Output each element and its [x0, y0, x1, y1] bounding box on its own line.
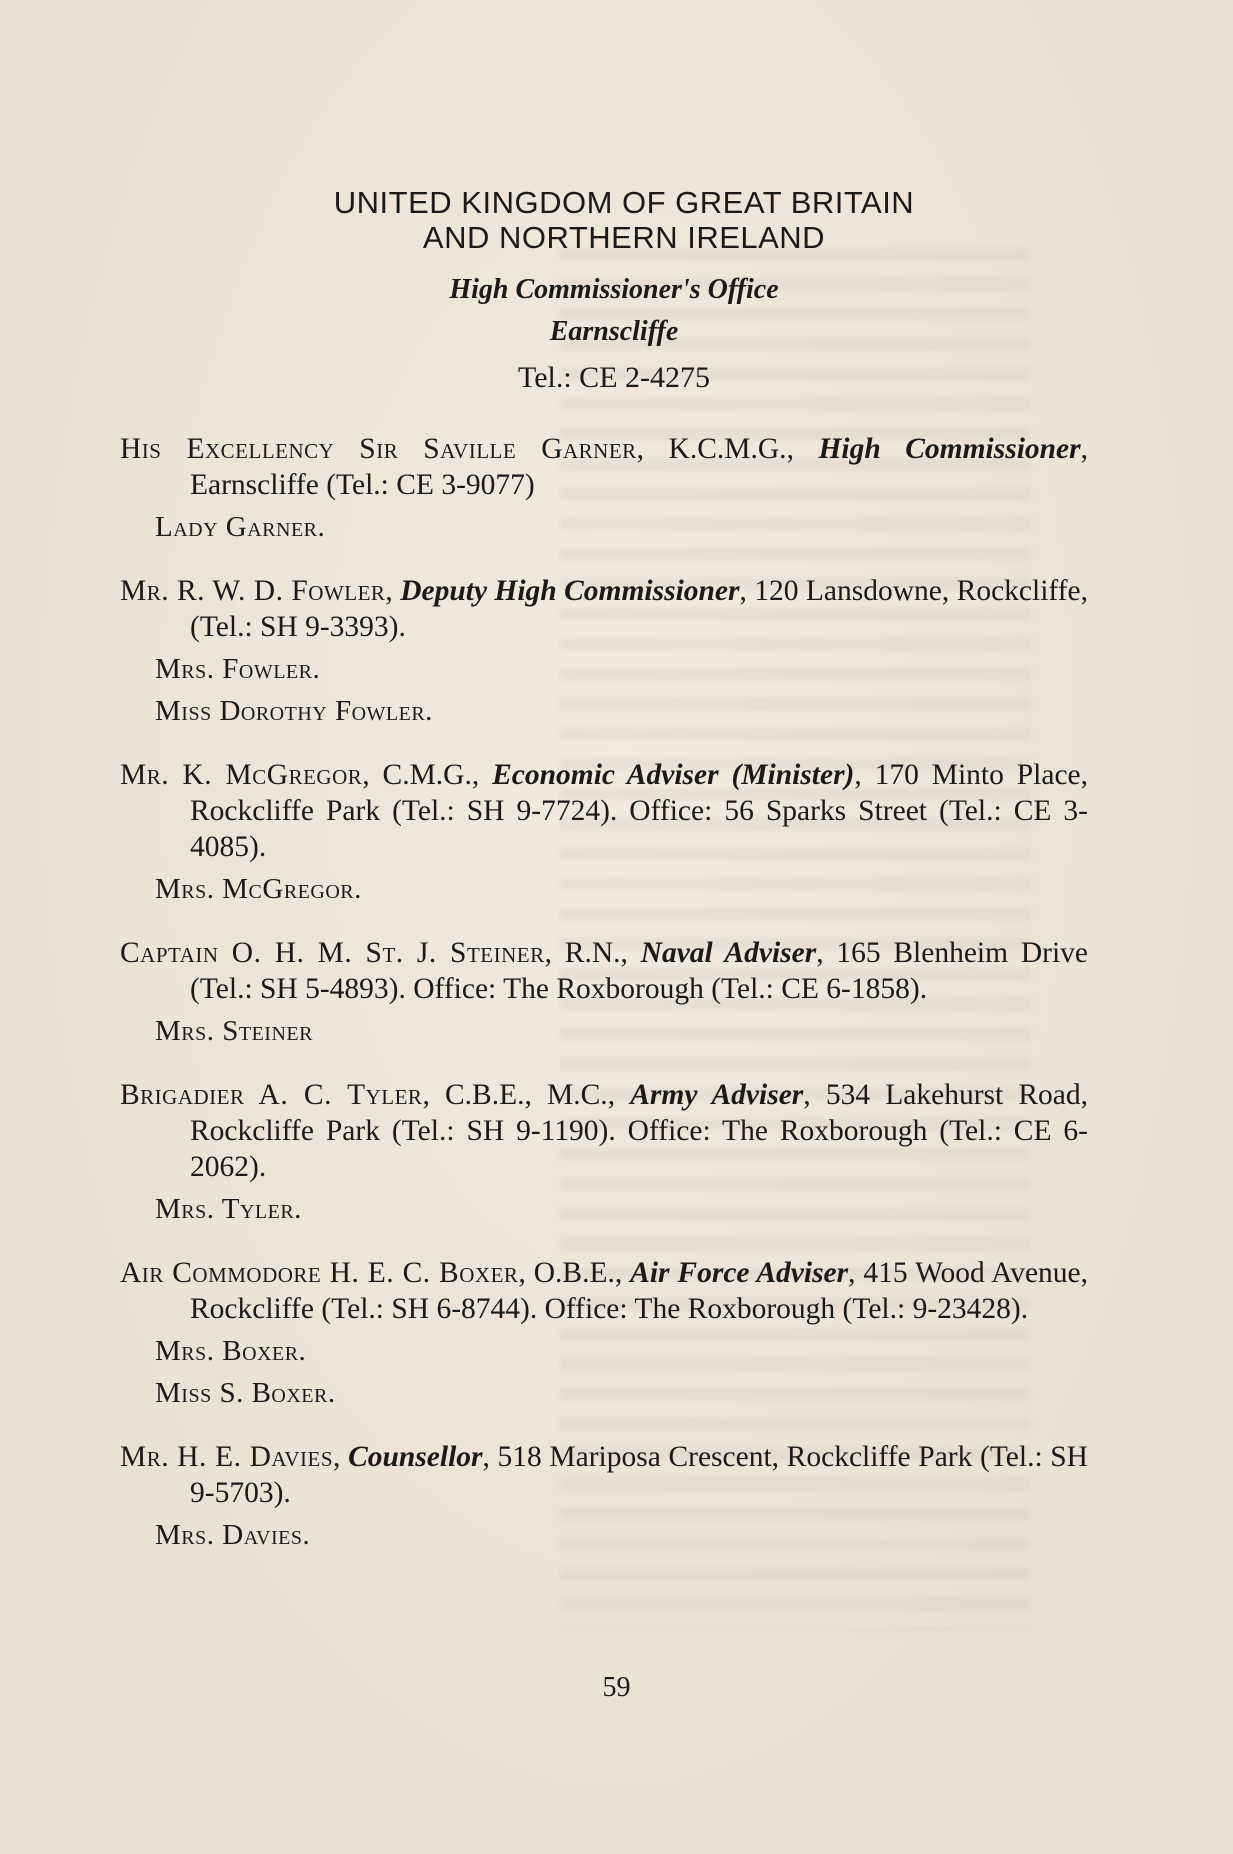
- entry-honours: C.B.E., M.C.: [444, 1079, 608, 1111]
- entry-details: , 518 Mariposa Crescent, Rockcliffe Park (Tel.: SH 9-5703).: [190, 1441, 1088, 1509]
- entry-role: Economic Adviser (Minister): [492, 759, 855, 791]
- directory-entry: [120, 573, 1088, 729]
- entry-details: , 170 Minto Place, Rockcliffe Park (Tel.: SH 9-7724). Office: 56 Sparks Street (Tel.: CE 3-4085).: [190, 759, 1089, 863]
- entry-family-member: Miss S. Boxer.: [155, 1377, 336, 1409]
- page-number: 59: [602, 1672, 631, 1703]
- entry-details: , Earnscliffe (Tel.: CE 3-9077): [190, 433, 1089, 501]
- entry-separator: ,: [422, 1079, 445, 1111]
- entry-honours: R.N.: [564, 937, 621, 969]
- entry-name: Mr. K. McGregor: [120, 759, 363, 791]
- directory-entry: [120, 1255, 1088, 1411]
- entry-role: Air Force Adviser: [630, 1257, 849, 1289]
- entry-honours: C.M.G.: [382, 759, 472, 791]
- entry-name: Air Commodore H. E. C. Boxer: [120, 1257, 519, 1289]
- entry-separator: ,: [544, 937, 565, 969]
- entry-main-line: [120, 757, 1088, 865]
- entry-separator: ,: [636, 433, 669, 465]
- entry-main-line: [120, 1439, 1088, 1511]
- entry-role: Naval Adviser: [640, 937, 817, 969]
- entry-separator: ,: [607, 1079, 631, 1111]
- entry-details: , 120 Lansdowne, Rockcliffe, (Tel.: SH 9-3393).: [190, 575, 1089, 643]
- entry-role: Deputy High Commissioner: [400, 575, 740, 607]
- entry-separator: ,: [471, 759, 493, 791]
- entry-details: , 415 Wood Avenue, Rockcliffe (Tel.: SH 6-8744). Office: The Roxborough (Tel.: 9-23428).: [190, 1257, 1089, 1325]
- directory-entry: [120, 935, 1088, 1049]
- entry-name: Captain O. H. M. St. J. Steiner: [120, 937, 545, 969]
- directory-entry: [120, 757, 1088, 907]
- entry-family-member: Lady Garner.: [155, 511, 326, 543]
- entry-separator: ,: [333, 1441, 349, 1473]
- entry-separator: ,: [620, 937, 641, 969]
- entry-role: Counsellor: [348, 1441, 483, 1473]
- entry-family-member: Mrs. Fowler.: [155, 653, 321, 685]
- country-heading-line-2: AND NORTHERN IRELAND: [422, 220, 826, 255]
- entry-main-line: [120, 573, 1088, 645]
- entry-separator: ,: [385, 575, 401, 607]
- entry-honours: K.C.M.G.: [668, 433, 787, 465]
- entry-details: , 165 Blenheim Drive (Tel.: SH 5-4893). Office: The Roxborough (Tel.: CE 6-1858).: [190, 937, 1089, 1005]
- entry-name: Mr. R. W. D. Fowler: [120, 575, 386, 607]
- entry-details: , 534 Lakehurst Road, Rockcliffe Park (Tel.: SH 9-1190). Office: The Roxborough (Tel.: CE 6-2062).: [190, 1079, 1089, 1183]
- country-heading: [140, 185, 1088, 255]
- entry-separator: ,: [614, 1257, 631, 1289]
- entry-separator: ,: [786, 433, 819, 465]
- entry-role: Army Adviser: [630, 1079, 804, 1111]
- entry-family-member: Mrs. Davies.: [155, 1519, 311, 1551]
- entry-family-member: Mrs. Steiner: [155, 1015, 313, 1047]
- entry-main-line: [120, 1255, 1088, 1327]
- directory-entry: [120, 431, 1088, 545]
- office-name: High Commissioner's Office: [449, 274, 779, 305]
- entry-separator: ,: [518, 1257, 534, 1289]
- entry-main-line: [120, 431, 1088, 503]
- entry-main-line: [120, 1077, 1088, 1185]
- entry-name: Mr. H. E. Davies: [120, 1441, 334, 1473]
- entry-family-member: Mrs. Tyler.: [155, 1193, 302, 1225]
- office-residence: Earnscliffe: [549, 316, 679, 347]
- entry-honours: O.B.E.: [533, 1257, 615, 1289]
- directory-entry: [120, 1077, 1088, 1227]
- directory-entry: [120, 1439, 1088, 1553]
- entry-separator: ,: [362, 759, 383, 791]
- entry-list: [120, 431, 1088, 1553]
- country-heading-line-1: UNITED KINGDOM OF GREAT BRITAIN: [333, 185, 915, 220]
- entry-name: Brigadier A. C. Tyler: [120, 1079, 423, 1111]
- entry-family-member: Miss Dorothy Fowler.: [155, 695, 433, 727]
- entry-family-member: Mrs. McGregor.: [155, 873, 362, 905]
- entry-name: His Excellency Sir Saville Garner: [120, 433, 637, 465]
- entry-role: High Commissioner: [818, 433, 1081, 465]
- entry-family-member: Mrs. Boxer.: [155, 1335, 307, 1367]
- entry-main-line: [120, 935, 1088, 1007]
- office-telephone: Tel.: CE 2-4275: [517, 361, 711, 394]
